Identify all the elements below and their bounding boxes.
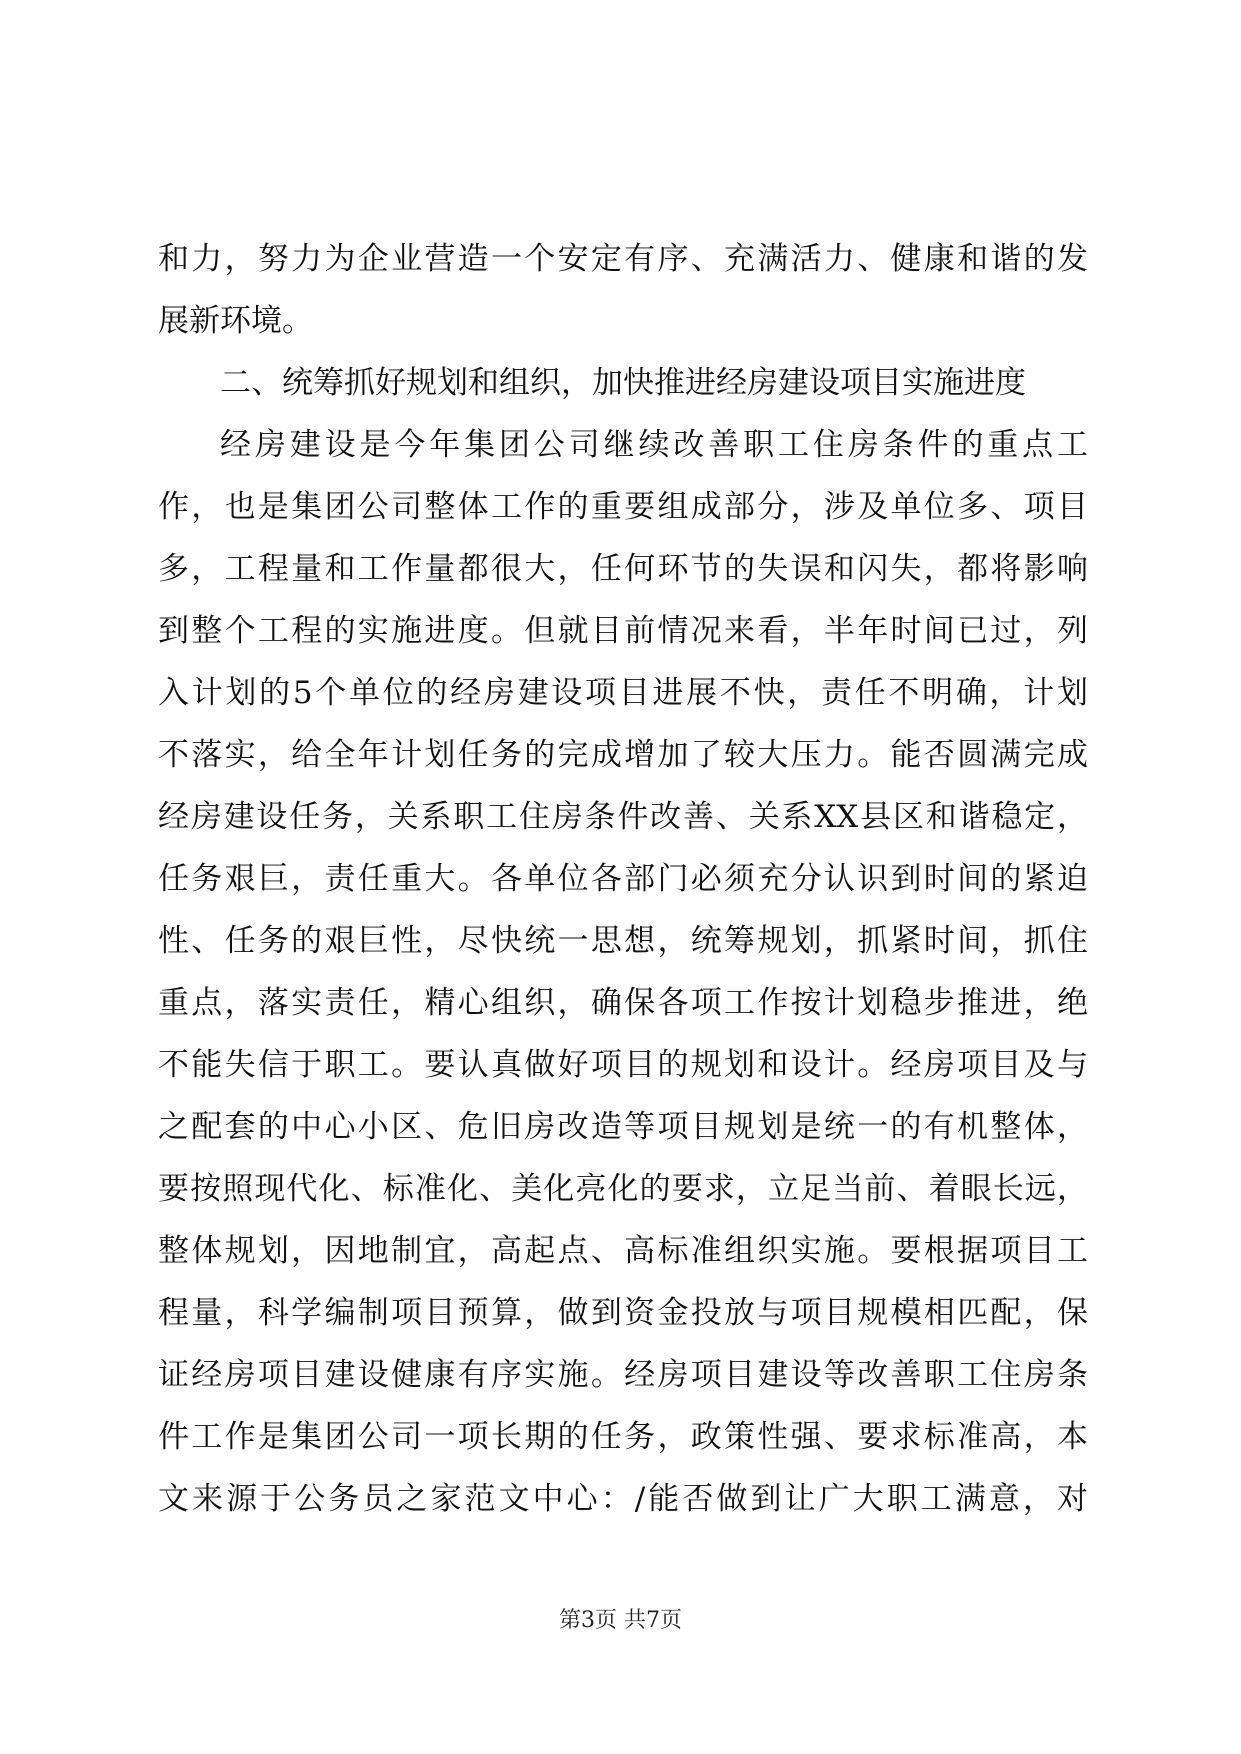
- text-line: 性、任务的艰巨性，尽快统一思想，统筹规划，抓紧时间，抓住: [158, 923, 1088, 959]
- paragraph-continuation: [158, 228, 1088, 352]
- text-line: 经房建设任务，关系职工住房条件改善、关系XX县区和谐稳定，: [158, 799, 1088, 835]
- text-line: 整体规划，因地制宜，高起点、高标准组织实施。要根据项目工: [158, 1233, 1088, 1269]
- paragraph-body: [158, 414, 1088, 1530]
- text-line: 和力，努力为企业营造一个安定有序、充满活力、健康和谐的发: [158, 241, 1088, 277]
- text-line: 之配套的中心小区、危旧房改造等项目规划是统一的有机整体，: [158, 1109, 1088, 1145]
- text-line: 证经房项目建设健康有序实施。经房项目建设等改善职工住房条: [158, 1357, 1088, 1393]
- section-heading: [158, 352, 1088, 414]
- text-line: 经房建设是今年集团公司继续改善职工住房条件的重点工: [220, 427, 1088, 463]
- text-line: 不能失信于职工。要认真做好项目的规划和设计。经房项目及与: [158, 1047, 1088, 1083]
- text-line: 到整个工程的实施进度。但就目前情况来看，半年时间已过，列: [158, 613, 1088, 649]
- text-line: 文来源于公务员之家范文中心：/能否做到让广大职工满意，对: [158, 1481, 1088, 1517]
- text-line: 不落实，给全年计划任务的完成增加了较大压力。能否圆满完成: [158, 737, 1088, 773]
- text-line: 重点，落实责任，精心组织，确保各项工作按计划稳步推进，绝: [158, 985, 1088, 1021]
- text-line: 作，也是集团公司整体工作的重要组成部分，涉及单位多、项目: [158, 489, 1088, 525]
- text-line: 件工作是集团公司一项长期的任务，政策性强、要求标准高，本: [158, 1419, 1088, 1455]
- page-footer: 第3页 共7页: [559, 1608, 682, 1633]
- document-body: [158, 228, 1088, 1530]
- text-line: 入计划的5个单位的经房建设项目进展不快，责任不明确，计划: [158, 675, 1088, 711]
- text-line: 多，工程量和工作量都很大，任何环节的失误和闪失，都将影响: [158, 551, 1088, 587]
- text-line: 任务艰巨，责任重大。各单位各部门必须充分认识到时间的紧迫: [158, 861, 1088, 897]
- section-heading-text: 二、统筹抓好规划和组织，加快推进经房建设项目实施进度: [220, 365, 1026, 401]
- text-line: 展新环境。: [158, 303, 313, 339]
- text-line: 要按照现代化、标准化、美化亮化的要求，立足当前、着眼长远，: [158, 1171, 1088, 1207]
- text-line: 程量，科学编制项目预算，做到资金投放与项目规模相匹配，保: [158, 1295, 1088, 1331]
